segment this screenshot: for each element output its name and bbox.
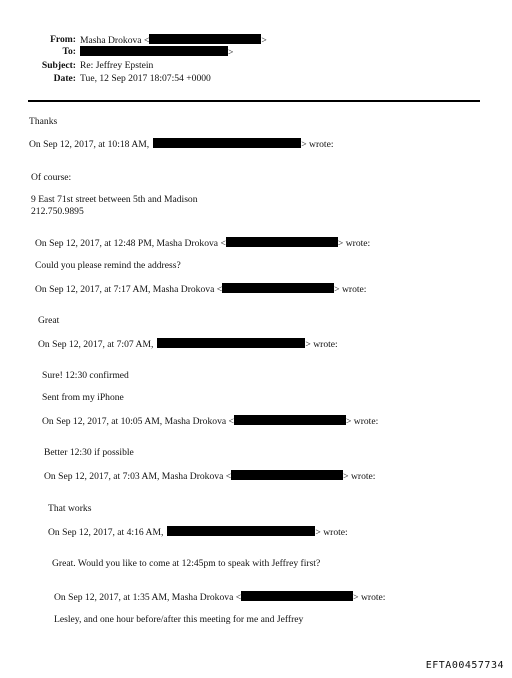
redaction-bar: [234, 415, 346, 425]
message-text: 9 East 71st street between 5th and Madison: [31, 194, 198, 205]
redaction-bar: [157, 338, 305, 348]
header-divider: [28, 100, 480, 102]
quote-header-suffix: > wrote:: [343, 471, 376, 482]
redaction-bar: [241, 591, 353, 601]
quote-header-suffix: > wrote:: [315, 527, 348, 538]
quote-header: [42, 415, 378, 428]
reply-text: Thanks: [29, 116, 58, 127]
message-text: That works: [48, 503, 92, 514]
from-name: Masha Drokova <: [80, 35, 150, 46]
redaction-bar: [153, 138, 301, 148]
message-text: 212.750.9895: [31, 206, 84, 217]
date-label: Date:: [53, 73, 76, 84]
quote-header: [54, 591, 385, 604]
quote-header-suffix: > wrote:: [345, 416, 379, 427]
message-text: Could you please remind the address?: [35, 260, 181, 271]
quote-header-text: On Sep 12, 2017, at 7:07 AM,: [38, 339, 154, 350]
redaction-bar: [167, 526, 315, 536]
quote-header-suffix: > wrote:: [305, 339, 338, 350]
message-text: Great: [38, 315, 60, 326]
redaction-bar: [231, 470, 343, 480]
message-text: Sent from my iPhone: [42, 392, 124, 403]
quote-header: [29, 138, 334, 151]
quote-header-suffix: > wrote:: [337, 238, 371, 249]
quote-header-text: On Sep 12, 2017, at 12:48 PM, Masha Drokova <: [35, 238, 226, 249]
message-text: Of course:: [31, 172, 72, 183]
to-value: [80, 46, 233, 59]
message-text: Lesley, and one hour before/after this meeting for me and Jeffrey: [54, 614, 304, 625]
quote-header-text: On Sep 12, 2017, at 7:17 AM, Masha Drokova <: [35, 284, 223, 295]
quote-header-suffix: > wrote:: [301, 139, 334, 150]
quote-header-suffix: > wrote:: [353, 592, 386, 603]
redaction-bar: [226, 237, 338, 247]
to-label: To:: [62, 46, 76, 57]
from-label: From:: [50, 34, 76, 45]
message-text: Great. Would you like to come at 12:45pm to speak with Jeffrey first?: [52, 558, 321, 569]
quote-header: [38, 338, 338, 351]
redaction-bar: [222, 283, 334, 293]
to-suffix: >: [228, 47, 234, 58]
redaction-bar: [149, 34, 261, 44]
quote-header-text: On Sep 12, 2017, at 1:35 AM, Masha Drokova <: [54, 592, 242, 603]
quote-header: [35, 237, 370, 250]
quote-header-suffix: > wrote:: [334, 284, 367, 295]
bates-number: EFTA00457734: [425, 660, 504, 671]
message-text: Sure! 12:30 confirmed: [42, 370, 129, 381]
quote-header: [48, 526, 348, 539]
date-value: Tue, 12 Sep 2017 18:07:54 +0000: [80, 73, 211, 84]
redaction-bar: [80, 46, 228, 56]
quote-header: [35, 283, 366, 296]
quote-header-text: On Sep 12, 2017, at 10:18 AM,: [29, 139, 150, 150]
subject-value: Re: Jeffrey Epstein: [80, 60, 154, 71]
quote-header-text: On Sep 12, 2017, at 7:03 AM, Masha Drokova <: [44, 471, 232, 482]
message-text: Better 12:30 if possible: [44, 447, 134, 458]
quote-header: [44, 470, 375, 483]
quote-header-text: On Sep 12, 2017, at 4:16 AM,: [48, 527, 164, 538]
quote-header-text: On Sep 12, 2017, at 10:05 AM, Masha Drokova <: [42, 416, 234, 427]
from-suffix: >: [261, 35, 267, 46]
subject-label: Subject:: [41, 60, 76, 71]
